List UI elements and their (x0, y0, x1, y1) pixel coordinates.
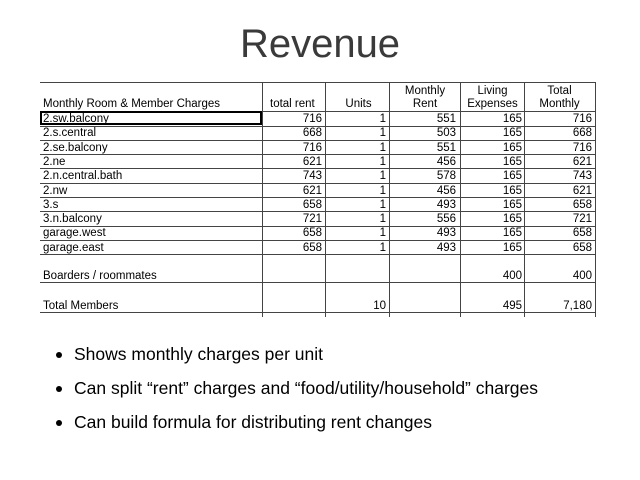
cell-units: 1 (379, 127, 386, 140)
row-border (40, 282, 596, 283)
cell-total-monthly: 658 (572, 227, 592, 240)
cell-room-name: garage.east (43, 241, 104, 254)
cell-total-rent: 658 (302, 241, 322, 254)
cell-living-expenses: 165 (502, 241, 522, 254)
slide-title: Revenue (239, 22, 401, 66)
cell-units: 1 (379, 170, 386, 183)
boarders-living: 400 (502, 270, 522, 282)
selected-cell[interactable] (40, 111, 262, 125)
header-units: Units (345, 98, 372, 110)
cell-monthly-rent: 456 (436, 155, 456, 168)
cell-living-expenses: 165 (502, 155, 522, 168)
cell-total-rent: 721 (302, 213, 322, 226)
cell-living-expenses: 165 (502, 170, 522, 183)
bullet-dot (56, 386, 62, 392)
cell-total-rent: 621 (302, 155, 322, 168)
cell-total-monthly: 668 (572, 127, 592, 140)
cell-total-monthly: 721 (572, 213, 592, 226)
cell-living-expenses: 165 (502, 127, 522, 140)
cell-room-name: 3.s (43, 198, 59, 211)
cell-room-name: 2.n.central.bath (43, 170, 123, 183)
cell-living-expenses: 165 (502, 213, 522, 226)
cell-living-expenses: 165 (502, 184, 522, 197)
cell-room-name: 2.ne (43, 155, 66, 168)
cell-room-name: garage.west (43, 227, 106, 240)
cell-total-monthly: 716 (572, 141, 592, 154)
cell-total-rent: 658 (302, 198, 322, 211)
cell-total-monthly: 716 (572, 113, 592, 125)
cell-monthly-rent: 578 (436, 170, 456, 183)
cell-units: 1 (379, 141, 386, 154)
cell-units: 1 (379, 198, 386, 211)
cell-total-monthly: 621 (572, 155, 592, 168)
header-monthly-rent-line2: Rent (412, 98, 438, 110)
cell-units: 1 (379, 184, 386, 197)
cell-monthly-rent: 493 (436, 198, 456, 211)
boarders-total: 400 (572, 270, 592, 282)
cell-units: 1 (379, 213, 386, 226)
bullet-dot (56, 352, 62, 358)
cell-living-expenses: 165 (502, 113, 522, 125)
header-total-monthly-line2: Monthly (539, 98, 580, 110)
cell-monthly-rent: 493 (436, 227, 456, 240)
boarders-label: Boarders / roommates (43, 270, 157, 282)
header-living-line1: Living (477, 85, 508, 97)
bullet-list (56, 343, 636, 445)
bullet-text: Shows monthly charges per unit (74, 344, 324, 364)
bullet-text: Can build formula for distributing rent changes (74, 412, 432, 432)
cell-living-expenses: 165 (502, 198, 522, 211)
cell-room-name: 2.sw.balcony (43, 113, 109, 125)
cell-room-name: 2.nw (43, 184, 68, 197)
total-members-label: Total Members (43, 300, 119, 312)
header-total-monthly-line1: Total (547, 85, 572, 97)
cell-total-rent: 743 (302, 170, 322, 183)
bullet-item (56, 343, 636, 377)
cell-living-expenses: 165 (502, 227, 522, 240)
cell-units: 1 (379, 241, 386, 254)
cell-monthly-rent: 551 (436, 113, 456, 125)
cell-room-name: 2.se.balcony (43, 141, 108, 154)
total-living: 495 (502, 300, 522, 312)
cell-units: 1 (379, 113, 386, 125)
spreadsheet-table (40, 82, 596, 317)
row-border (40, 254, 596, 255)
cell-monthly-rent: 556 (436, 213, 456, 226)
cell-living-expenses: 165 (502, 141, 522, 154)
cell-monthly-rent: 503 (436, 127, 456, 140)
cell-total-rent: 716 (302, 113, 322, 125)
header-monthly-rent-line1: Monthly (404, 85, 446, 97)
cell-total-rent: 668 (302, 127, 322, 140)
bullet-text: Can split “rent” charges and “food/utility/household” charges (74, 378, 538, 398)
bullet-item (56, 411, 636, 445)
cell-total-rent: 716 (302, 141, 322, 154)
total-monthly: 7,180 (563, 300, 592, 312)
cell-total-rent: 621 (302, 184, 322, 197)
total-units: 10 (373, 300, 386, 312)
cell-monthly-rent: 551 (436, 141, 456, 154)
cell-room-name: 2.s.central (43, 127, 97, 140)
cell-total-monthly: 658 (572, 241, 592, 254)
bullet-item (56, 377, 636, 411)
header-room-charges: Monthly Room & Member Charges (43, 98, 221, 110)
bullet-dot (56, 420, 62, 426)
cell-total-monthly: 658 (572, 198, 592, 211)
row-border (40, 312, 596, 313)
header-living-line2: Expenses (467, 98, 518, 110)
cell-total-monthly: 621 (572, 184, 592, 197)
cell-monthly-rent: 493 (436, 241, 456, 254)
cell-total-rent: 658 (302, 227, 322, 240)
cell-room-name: 3.n.balcony (43, 213, 102, 226)
cell-units: 1 (379, 155, 386, 168)
cell-units: 1 (379, 227, 386, 240)
cell-monthly-rent: 456 (436, 184, 456, 197)
cell-total-monthly: 743 (572, 170, 592, 183)
table-top-border (40, 82, 596, 83)
header-total-rent: total rent (270, 98, 315, 110)
